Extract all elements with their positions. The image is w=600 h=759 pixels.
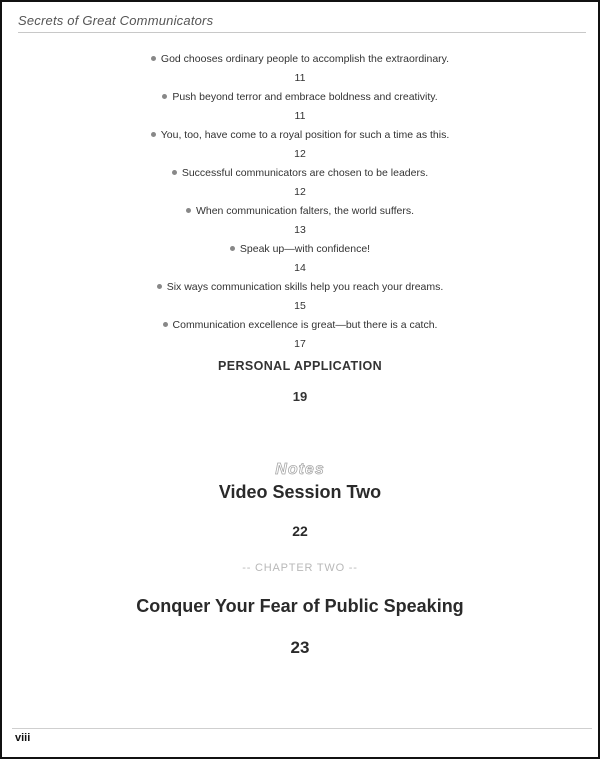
bullet-icon [162,94,167,99]
toc-entry-page: 15 [294,300,306,312]
personal-application-title: PERSONAL APPLICATION [217,359,383,373]
toc-entry-page: 11 [294,110,306,122]
toc-entry-page: 12 [294,148,306,160]
bullet-icon [151,56,156,61]
toc-entry-text: When communication falters, the world suffers. [2,204,598,218]
bullet-icon [151,132,156,137]
page-folio: viii [15,732,31,744]
video-session-page: 22 [292,523,308,539]
toc-entry-text: God chooses ordinary people to accomplish the extraordinary. [2,52,598,66]
notes-label: Notes [275,461,325,478]
toc-entry [2,166,598,199]
toc-entry-text: You, too, have come to a royal position for such a time as this. [2,128,598,142]
toc-entry [2,204,598,237]
toc-entry [2,52,598,85]
toc-entry-text: Successful communicators are chosen to be leaders. [2,166,598,180]
toc-entry-page: 11 [294,72,306,84]
bullet-icon [172,170,177,175]
bullet-icon [230,246,235,251]
personal-application-page: 19 [292,389,308,404]
toc-entry [2,318,598,351]
toc-entry-text: Six ways communication skills help you reach your dreams. [2,280,598,294]
bullet-icon [186,208,191,213]
toc-entry [2,242,598,275]
toc-list [2,52,598,356]
header-rule [18,32,586,33]
video-session-title: Video Session Two [218,482,382,502]
toc-entry-page: 14 [294,262,306,274]
toc-entry [2,90,598,123]
bullet-icon [157,284,162,289]
running-head: Secrets of Great Communicators [18,13,214,28]
bullet-icon [163,322,168,327]
toc-entry-text: Push beyond terror and embrace boldness and creativity. [2,90,598,104]
footer-rule [12,728,592,729]
toc-entry-page: 12 [294,186,306,198]
chapter-page: 23 [290,638,310,657]
toc-entry [2,128,598,161]
chapter-title: Conquer Your Fear of Public Speaking [136,596,464,616]
toc-entry-text: Communication excellence is great—but there is a catch. [2,318,598,332]
toc-entry-page: 17 [294,338,306,350]
toc-entry-page: 13 [294,224,306,236]
toc-entry [2,280,598,313]
toc-entry-text: Speak up—with confidence! [2,242,598,256]
chapter-label: -- CHAPTER TWO -- [242,562,358,574]
